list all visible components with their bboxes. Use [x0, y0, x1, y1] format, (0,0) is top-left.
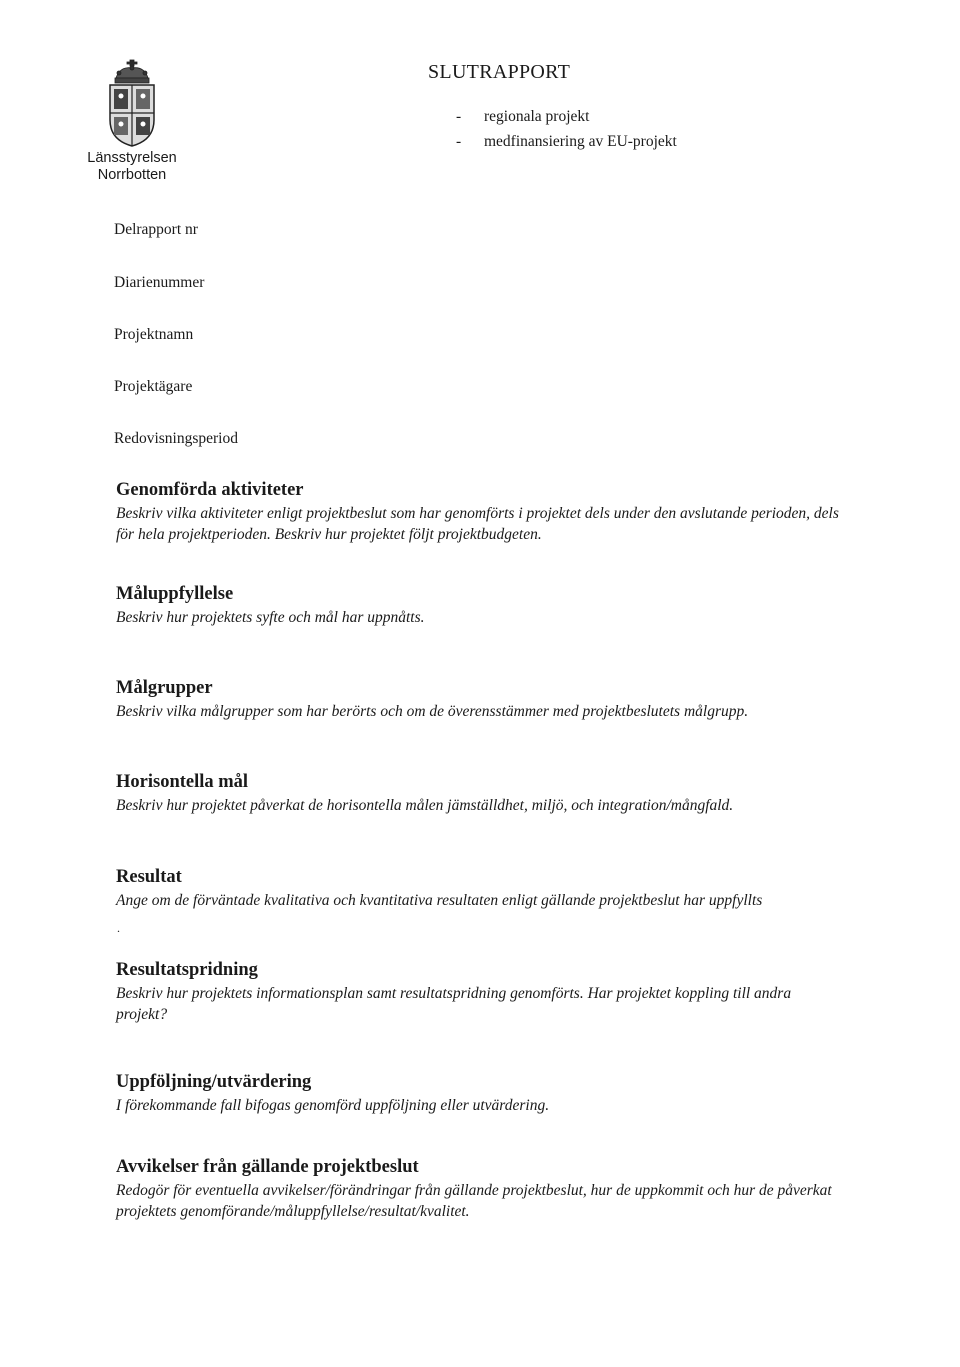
list-item-text: regionala projekt [484, 108, 590, 125]
field-projektagare: Projektägare [114, 378, 193, 395]
section-instruction: Beskriv vilka aktiviteter enligt projektbeslut som har genomförts i projektet dels under den avslutande perioden, dels för hela projektperioden. Beskriv hur projektet följt projektbudgeten. [116, 505, 839, 543]
section-resultat [116, 866, 846, 911]
field-diarienummer: Diarienummer [114, 274, 205, 291]
bullet-dash: - [456, 108, 462, 125]
section-uppfoljning-utvardering [116, 1071, 846, 1116]
organization-logo [82, 58, 182, 184]
field-redovisningsperiod: Redovisningsperiod [114, 430, 238, 447]
section-instruction: Beskriv hur projektet påverkat de horisontella målen jämställdhet, miljö, och integration/mångfald. [116, 797, 734, 814]
report-type-list [456, 104, 677, 154]
section-avvikelser [116, 1156, 846, 1222]
list-item [456, 104, 677, 129]
section-horisontella-mal [116, 771, 846, 816]
stray-mark: . [117, 921, 120, 935]
section-heading: Målgrupper [116, 678, 213, 698]
section-heading: Genomförda aktiviteter [116, 480, 304, 500]
section-heading: Resultatspridning [116, 960, 258, 980]
section-instruction: Beskriv hur projektets informationsplan samt resultatspridning genomförts. Har projektet koppling till andra projekt? [116, 985, 792, 1023]
organization-name-line2: Norrbotten [97, 167, 167, 183]
section-instruction: Beskriv vilka målgrupper som har berörts och om de överensstämmer med projektbeslutets målgrupp. [116, 703, 749, 720]
field-projektnamn: Projektnamn [114, 326, 194, 343]
section-instruction: Ange om de förväntade kvalitativa och kvantitativa resultaten enligt gällande projektbeslut har uppfyllts [116, 892, 763, 909]
field-delrapport: Delrapport nr [114, 221, 198, 238]
section-instruction: Redogör för eventuella avvikelser/förändringar från gällande projektbeslut, hur de uppkommit och hur de påverkat projektets genomförande/måluppfyllelse/resultat/kvalitet. [116, 1182, 832, 1220]
section-instruction: Beskriv hur projektets syfte och mål har uppnåtts. [116, 609, 425, 626]
coat-of-arms-icon [104, 58, 160, 150]
document-title: SLUTRAPPORT [428, 61, 571, 83]
section-heading: Resultat [116, 867, 182, 887]
section-instruction: I förekommande fall bifogas genomförd uppföljning eller utvärdering. [116, 1097, 550, 1114]
section-heading: Måluppfyllelse [116, 584, 234, 604]
section-maluppfyllelse [116, 583, 846, 628]
section-heading: Uppföljning/utvärdering [116, 1072, 312, 1092]
list-item [456, 129, 677, 154]
list-item-text: medfinansiering av EU-projekt [484, 133, 677, 150]
section-heading: Horisontella mål [116, 772, 249, 792]
section-malgrupper [116, 677, 846, 722]
organization-name-line1: Länsstyrelsen [87, 150, 177, 166]
bullet-dash: - [456, 133, 462, 150]
section-genomforda-aktiviteter [116, 479, 846, 545]
section-resultatspridning [116, 959, 846, 1025]
section-heading: Avvikelser från gällande projektbeslut [116, 1157, 419, 1177]
